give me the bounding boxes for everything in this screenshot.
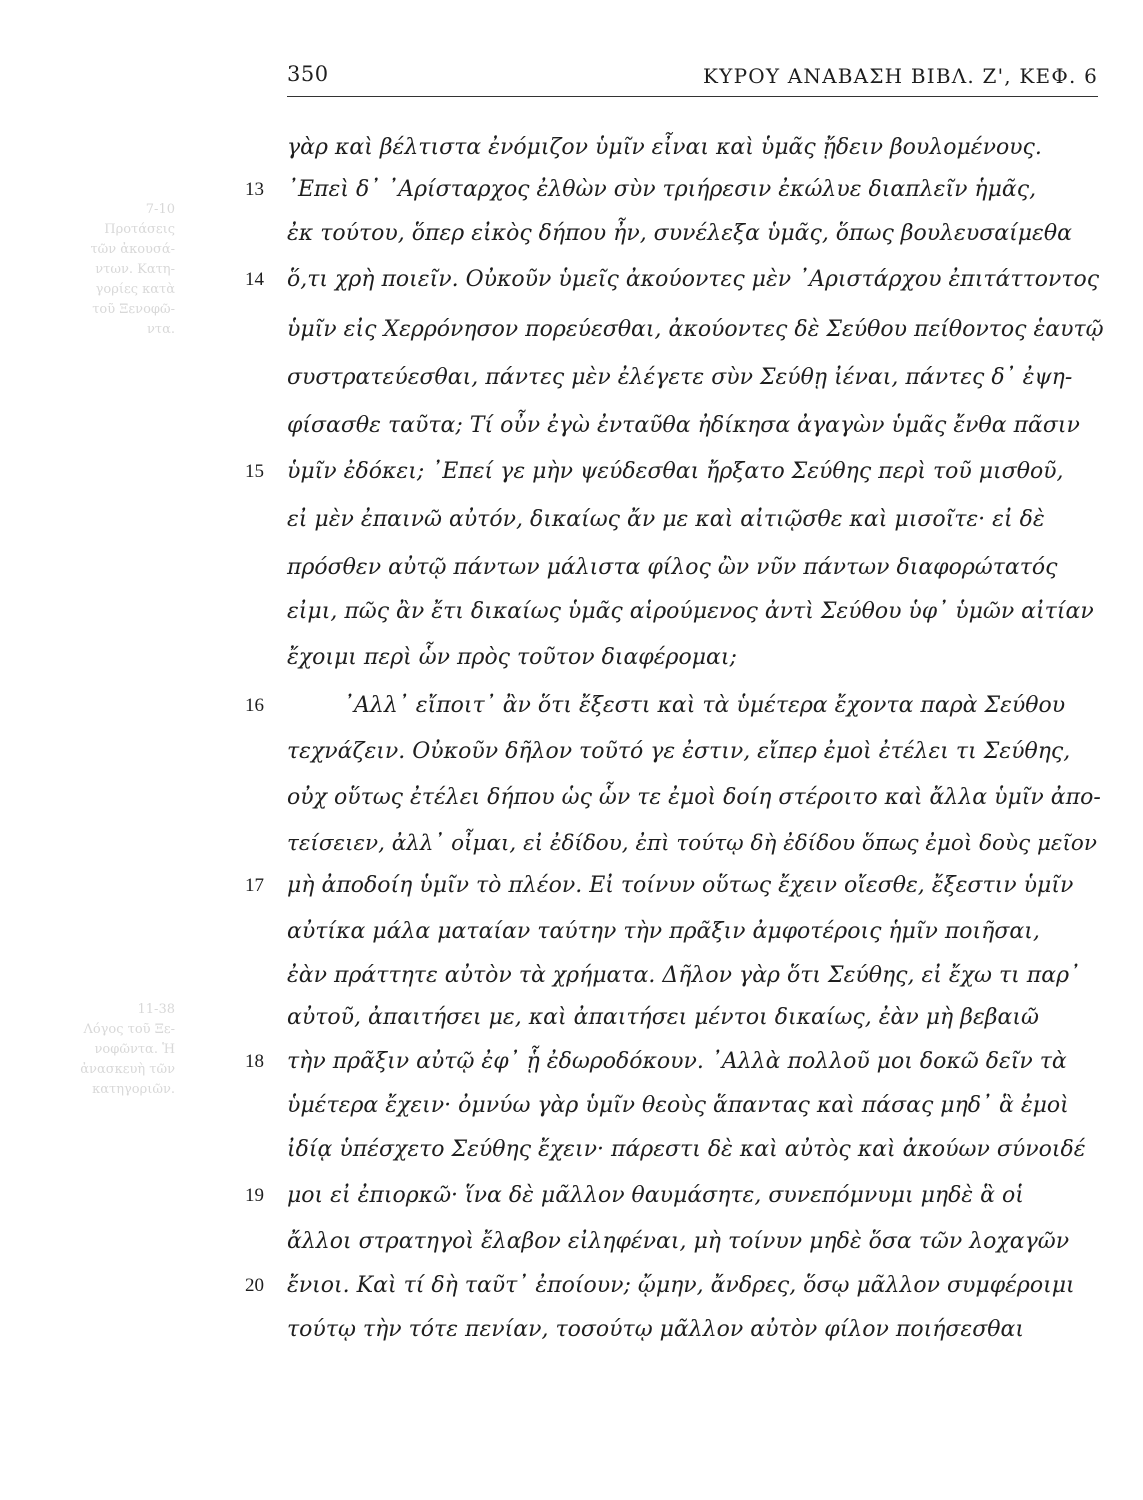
section-number: 18 xyxy=(245,1051,264,1072)
text-line xyxy=(245,548,1105,588)
line-text: ἔχοιμι περὶ ὧν πρὸς τοῦτον διαφέρομαι; xyxy=(287,645,737,670)
text-line xyxy=(245,912,1105,952)
section-number: 17 xyxy=(245,875,264,896)
bleed-line: Προτάσεις xyxy=(104,222,175,237)
section-number: 13 xyxy=(245,179,264,200)
line-text: πρόσθεν αὐτῷ πάντων μάλιστα φίλος ὢν νῦν πάντων διαφορώτατός xyxy=(287,555,1058,580)
line-text: ᾿Επεὶ δ᾿ ᾿Αρίσταρχος ἐλθὼν σὺν τριήρεσιν ἐκώλυε διαπλεῖν ἡμᾶς, xyxy=(287,177,1037,202)
header-rule xyxy=(287,96,1098,97)
line-text: εἰ μὲν ἐπαινῶ αὐτόν, δικαίως ἄν με καὶ αἰτιῷσθε καὶ μισοῖτε· εἰ δὲ xyxy=(287,507,1045,532)
bleed-line: ντα. xyxy=(146,322,175,337)
text-line xyxy=(245,1176,1105,1216)
section-number: 15 xyxy=(245,461,264,482)
line-text: ἰδίᾳ ὑπέσχετο Σεύθης ἔχειν· πάρεστι δὲ καὶ αὐτὸς καὶ ἀκούων σύνοιδέ xyxy=(287,1137,1086,1162)
bleed-line: ντων. Κατη- xyxy=(95,262,175,277)
section-number: 19 xyxy=(245,1185,264,1206)
page-header xyxy=(287,62,1098,94)
bleed-line: κατηγοριῶν. xyxy=(92,1082,175,1097)
section-number: 16 xyxy=(245,695,264,716)
page-number: 350 xyxy=(287,62,329,86)
bleed-line: 7-10 xyxy=(145,202,175,217)
bleed-line: 11-38 xyxy=(137,1002,175,1017)
text-line xyxy=(245,956,1105,996)
text-line xyxy=(245,128,1105,168)
line-text: τεχνάζειν. Οὐκοῦν δῆλον τοῦτό γε ἐστιν, εἴπερ ἐμοὶ ἐτέλει τι Σεύθης, xyxy=(287,739,1071,764)
line-text: τὴν πρᾶξιν αὐτῷ ἐφ᾿ ᾗ ἐδωροδόκουν. ᾿Αλλὰ πολλοῦ μοι δοκῶ δεῖν τὰ xyxy=(287,1049,1067,1074)
text-line xyxy=(245,170,1105,210)
bleed-line: νοφῶντα. Ἡ xyxy=(94,1042,175,1057)
bleed-line: γορίες κατὰ xyxy=(95,282,175,297)
text-line xyxy=(245,500,1105,540)
bleed-line: τῶν ἀκουσά- xyxy=(90,242,175,257)
text-line xyxy=(245,310,1105,350)
section-number: 14 xyxy=(245,269,264,290)
line-text: φίσασθε ταῦτα; Τί οὖν ἐγὼ ἐνταῦθα ἠδίκησα ἀγαγὼν ὑμᾶς ἔνθα πᾶσιν xyxy=(287,413,1080,438)
line-text: αὐτοῦ, ἀπαιτήσει με, καὶ ἀπαιτήσει μέντοι δικαίως, ἐὰν μὴ βεβαιῶ xyxy=(287,1005,1039,1030)
line-text: ὅ,τι χρὴ ποιεῖν. Οὐκοῦν ὑμεῖς ἀκούοντες μὲν ᾿Αριστάρχου ἐπιτάττοντος xyxy=(287,267,1100,292)
text-line xyxy=(245,1222,1105,1262)
line-text: ᾿Αλλ᾿ εἴποιτ᾿ ἂν ὅτι ἔξεστι καὶ τὰ ὑμέτερα ἔχοντα παρὰ Σεύθου xyxy=(343,693,1066,718)
section-number: 20 xyxy=(245,1275,264,1296)
text-line xyxy=(245,592,1105,632)
text-line xyxy=(245,1310,1105,1350)
line-text: ὑμῖν ἐδόκει; ᾿Επεί γε μὴν ψεύδεσθαι ἤρξατο Σεύθης περὶ τοῦ μισθοῦ, xyxy=(287,459,1064,484)
bleed-line: Λόγος τοῦ Ξε- xyxy=(83,1022,175,1037)
line-text: τούτῳ τὴν τότε πενίαν, τοσούτῳ μᾶλλον αὐτὸν φίλον ποιήσεσθαι xyxy=(287,1317,1024,1342)
text-line xyxy=(245,1266,1105,1306)
text-line xyxy=(245,732,1105,772)
running-head: ΚΥΡΟΥ ΑΝΑΒΑΣΗ ΒΙΒΛ. Ζ', ΚΕΦ. 6 xyxy=(703,64,1098,88)
text-line xyxy=(245,1130,1105,1170)
line-text: αὐτίκα μάλα ματαίαν ταύτην τὴν πρᾶξιν ἀμφοτέροις ἡμῖν ποιῆσαι, xyxy=(287,919,1040,944)
text-line xyxy=(245,260,1105,300)
margin-bleed-top xyxy=(60,200,175,340)
line-text: συστρατεύεσθαι, πάντες μὲν ἐλέγετε σὺν Σεύθῃ ἰέναι, πάντες δ᾿ ἐψη- xyxy=(287,365,1073,390)
line-text: εἰμι, πῶς ἂν ἔτι δικαίως ὑμᾶς αἱρούμενος ἀντὶ Σεύθου ὑφ᾿ ὑμῶν αἰτίαν xyxy=(287,599,1094,624)
text-line xyxy=(245,1042,1105,1082)
bleed-line: ἀνασκευὴ τῶν xyxy=(80,1062,175,1077)
text-line xyxy=(245,998,1105,1038)
line-text: ἐὰν πράττητε αὐτὸν τὰ χρήματα. Δῆλον γὰρ ὅτι Σεύθης, εἰ ἔχω τι παρ᾿ xyxy=(287,963,1081,988)
line-text: ἔνιοι. Καὶ τί δὴ ταῦτ᾿ ἐποίουν; ᾤμην, ἄνδρες, ὅσῳ μᾶλλον συμφέροιμι xyxy=(287,1273,1075,1298)
line-text: ἄλλοι στρατηγοὶ ἔλαβον εἰληφέναι, μὴ τοίνυν μηδὲ ὅσα τῶν λοχαγῶν xyxy=(287,1229,1070,1254)
text-line xyxy=(245,1086,1105,1126)
text-line xyxy=(245,866,1105,906)
text-line xyxy=(245,358,1105,398)
margin-bleed-bottom xyxy=(60,1000,175,1100)
line-text: τείσειεν, ἀλλ᾿ οἶμαι, εἰ ἐδίδου, ἐπὶ τούτῳ δὴ ἐδίδου ὅπως ἐμοὶ δοὺς μεῖον xyxy=(287,831,1097,856)
text-line xyxy=(245,452,1105,492)
text-line xyxy=(245,824,1105,864)
text-line xyxy=(245,214,1105,254)
bleed-line: τοῦ Ξενοφῶ- xyxy=(92,302,175,317)
line-text: μοι εἰ ἐπιορκῶ· ἵνα δὲ μᾶλλον θαυμάσητε, συνεπόμνυμι μηδὲ ἃ οἱ xyxy=(287,1183,1024,1208)
text-line xyxy=(245,686,1105,726)
line-text: ὑμέτερα ἔχειν· ὀμνύω γὰρ ὑμῖν θεοὺς ἅπαντας καὶ πάσας μηδ᾿ ἃ ἐμοὶ xyxy=(287,1093,1069,1118)
text-line xyxy=(245,406,1105,446)
line-text: οὐχ οὕτως ἐτέλει δήπου ὡς ὧν τε ἐμοὶ δοίη στέροιτο καὶ ἄλλα ὑμῖν ἀπο- xyxy=(287,785,1101,810)
line-text: ὑμῖν εἰς Χερρόνησον πορεύεσθαι, ἀκούοντες δὲ Σεύθου πείθοντος ἑαυτῷ xyxy=(287,317,1104,342)
line-text: μὴ ἀποδοίη ὑμῖν τὸ πλέον. Εἰ τοίνυν οὕτως ἔχειν οἴεσθε, ἔξεστιν ὑμῖν xyxy=(287,873,1074,898)
text-line xyxy=(245,638,1105,678)
line-text: ἐκ τούτου, ὅπερ εἰκὸς δήπου ἦν, συνέλεξα ὑμᾶς, ὅπως βουλευσαίμεθα xyxy=(287,221,1072,246)
text-line xyxy=(245,778,1105,818)
line-text: γὰρ καὶ βέλτιστα ἐνόμιζον ὑμῖν εἶναι καὶ ὑμᾶς ᾔδειν βουλομένους. xyxy=(287,135,1042,160)
